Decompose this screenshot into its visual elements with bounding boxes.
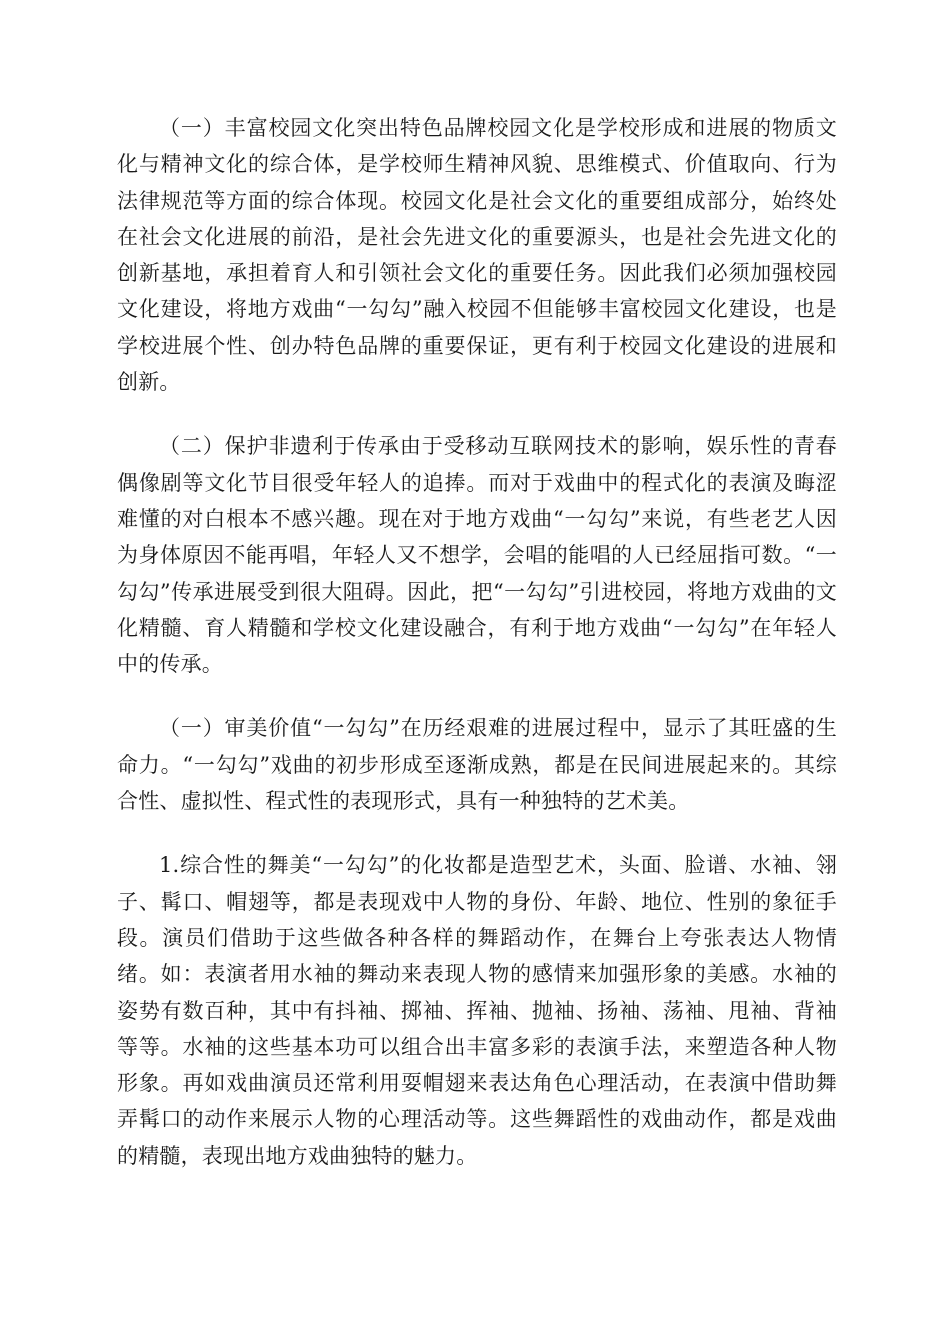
paragraph-heritage-protection: （二）保护非遗利于传承由于受移动互联网技术的影响，娱乐性的青春偶像剧等文化节目很受年轻人的追捧。而对于戏曲中的程式化的表演及晦涩难懂的对白根本不感兴趣。现在对于地方戏曲“一勾勾”来说，有些老艺人因为身体原因不能再唱，年轻人又不想学，会唱的能唱的人已经屈指可数。“一勾勾”传承进展受到很大阻碍。因此，把“一勾勾”引进校园，将地方戏曲的文化精髓、育人精髓和学校文化建设融合，有利于地方戏曲“一勾勾”在年轻人中的传承。 [117,434,837,677]
paragraph-comprehensive-stage-art: 1.综合性的舞美“一勾勾”的化妆都是造型艺术，头面、脸谱、水袖、翎子、髯口、帽翅等，都是表现戏中人物的身份、年龄、地位、性别的象征手段。演员们借助于这些做各种各样的舞蹈动作，在舞台上夸张表达人物情绪。如：表演者用水袖的舞动来表现人物的感情来加强形象的美感。水袖的姿势有数百种，其中有抖袖、掷袖、挥袖、抛袖、扬袖、荡袖、甩袖、背袖等等。水袖的这些基本功可以组合出丰富多彩的表演手法，来塑造各种人物形象。再如戏曲演员还常利用耍帽翅来表达角色心理活动，在表演中借助舞弄髯口的动作来展示人物的心理活动等。这些舞蹈性的戏曲动作，都是戏曲的精髓，表现出地方戏曲独特的魅力。 [117,853,837,1168]
paragraph-campus-culture: （一）丰富校园文化突出特色品牌校园文化是学校形成和进展的物质文化与精神文化的综合体，是学校师生精神风貌、思维模式、价值取向、行为法律规范等方面的综合体现。校园文化是社会文化的重要组成部分，始终处在社会文化进展的前沿，是社会先进文化的重要源头，也是社会先进文化的创新基地，承担着育人和引领社会文化的重要任务。因此我们必须加强校园文化建设，将地方戏曲“一勾勾”融入校园不但能够丰富校园文化建设，也是学校进展个性、创办特色品牌的重要保证，更有利于校园文化建设的进展和创新。 [117,116,837,395]
paragraph-aesthetic-value: （一）审美价值“一勾勾”在历经艰难的进展过程中，显示了其旺盛的生命力。“一勾勾”戏曲的初步形成至逐渐成熟，都是在民间进展起来的。其综合性、虚拟性、程式性的表现形式，具有一种独特的艺术美。 [117,716,837,814]
document-body [117,110,837,1202]
